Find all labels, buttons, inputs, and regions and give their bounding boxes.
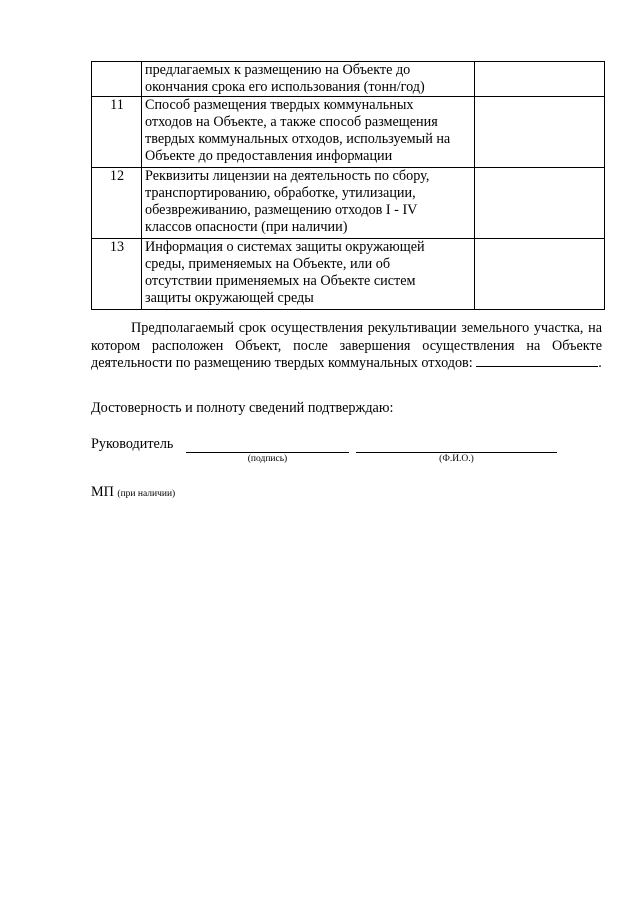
signature-line[interactable] bbox=[186, 452, 349, 453]
row-number-cell: 11 bbox=[92, 97, 142, 168]
row-text-cell: Способ размещения твердых коммунальных отходов на Объекте, а также способ размещения твердых коммунальных отходов, используемый на Объекте до предоставления информации bbox=[142, 97, 475, 168]
reclamation-period: . bbox=[598, 355, 602, 371]
head-label: Руководитель bbox=[91, 436, 174, 452]
row-value-cell bbox=[475, 62, 605, 97]
stamp-label: МП bbox=[91, 484, 114, 500]
table-row bbox=[92, 62, 605, 97]
row-number-cell bbox=[92, 62, 142, 97]
reclamation-paragraph bbox=[91, 320, 602, 373]
stamp-note: (при наличии) bbox=[117, 489, 176, 499]
reclamation-blank-field[interactable] bbox=[476, 356, 598, 367]
confirmation-text: Достоверность и полноту сведений подтверждаю: bbox=[91, 400, 394, 416]
info-table bbox=[91, 61, 605, 310]
table-row bbox=[92, 168, 605, 239]
row-text-cell: Реквизиты лицензии на деятельность по сбору, транспортированию, обработке, утилизации, обезвреживанию, размещению отходов I - IV классов опасности (при наличии) bbox=[142, 168, 475, 239]
name-line[interactable] bbox=[356, 452, 557, 453]
stamp-block bbox=[91, 484, 175, 503]
signature-caption: (подпись) bbox=[247, 454, 288, 464]
name-caption: (Ф.И.О.) bbox=[439, 454, 474, 464]
table-row bbox=[92, 97, 605, 168]
row-text-cell: предлагаемых к размещению на Объекте до окончания срока его использования (тонн/год) bbox=[142, 62, 475, 97]
row-text-cell: Информация о системах защиты окружающей среды, применяемых на Объекте, или об отсутствии применяемых на Объекте систем защиты окружающей среды bbox=[142, 239, 475, 310]
table-row bbox=[92, 239, 605, 310]
signature-block bbox=[91, 436, 571, 476]
row-value-cell bbox=[475, 168, 605, 239]
row-value-cell bbox=[475, 239, 605, 310]
row-number-cell: 12 bbox=[92, 168, 142, 239]
reclamation-text: Предполагаемый срок осуществления рекультивации земельного участка, на котором расположен Объект, после завершения осуществления на Объекте деятельности по размещению твердых коммунальных отходов: bbox=[91, 320, 602, 371]
row-number-cell: 13 bbox=[92, 239, 142, 310]
row-value-cell bbox=[475, 97, 605, 168]
